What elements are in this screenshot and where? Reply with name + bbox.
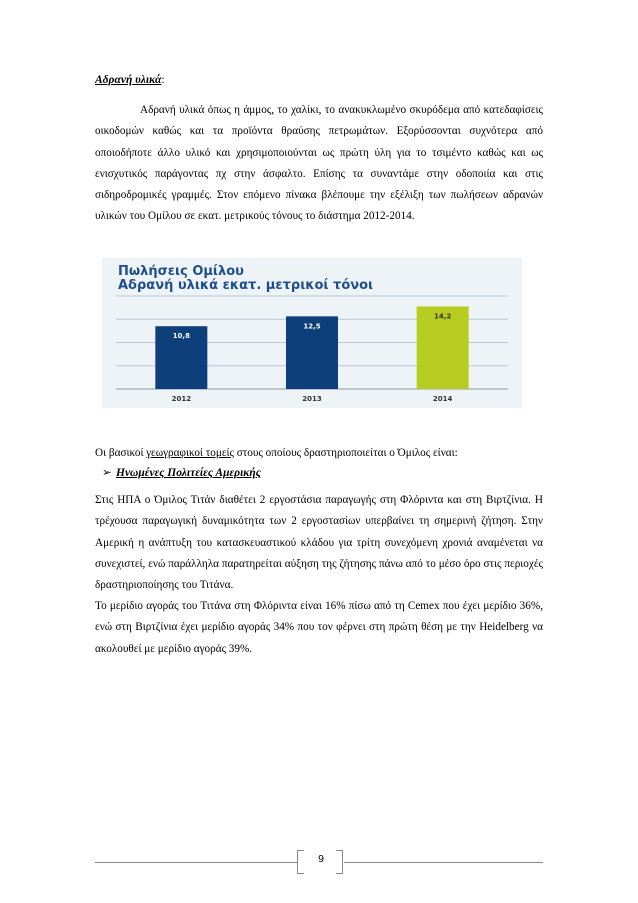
x-tick-2012: 2012	[171, 395, 192, 403]
footer-bracket-right	[336, 850, 343, 874]
footer-bracket-left	[297, 850, 304, 874]
chart-title: Πωλήσεις Ομίλου	[118, 264, 244, 279]
page-number: 9	[318, 853, 324, 865]
list-item-usa	[102, 465, 261, 479]
usa-paragraph: Στις ΗΠΑ ο Όμιλος Τιτάν διαθέτει 2 εργοστάσια παραγωγής στη Φλόριντα και στη Βιρτζίνια. Η τρέχουσα παραγωγική δυναμικότητα των 2 εργοστασίων υπερβαίνει τη σημερινή ζήτηση. Στην Αμερική η ανάπτυξη του κατασκευαστικού κλάδου για τρίτη συνεχόμενη χρονιά αναμένεται να συνεχιστεί, ενώ παράλληλα παρατηρείται αύξηση της ζήτησης πάνω από το μέσο όρο στις περιοχές δραστηριοποίησης του Τιτάνα.	[95, 494, 543, 592]
regions-paragraph	[95, 443, 543, 464]
data-label-2013: 12,5	[303, 322, 321, 331]
footer-line-left	[95, 862, 297, 863]
data-label-2014: 14,2	[434, 312, 452, 321]
market-share-paragraph: Το μερίδιο αγοράς του Τιτάνα στη Φλόριντα είναι 16% πίσω από τη Cemex που έχει μερίδιο 36%, ενώ στη Βιρτζίνια έχει μερίδιο αγοράς 34% που τον φέρνει στη πρώτη θέση με την Heidelberg να ακολουθεί με μερίδιο αγοράς 39%.	[95, 600, 543, 655]
arrow-bullet-icon: ➢	[102, 467, 112, 479]
sales-chart	[102, 258, 522, 408]
intro-paragraph: Αδρανή υλικά όπως η άμμος, το χαλίκι, το ανακυκλωμένο σκυρόδεμα από κατεδαφίσεις οικοδομών καθώς και τα προϊόντα θραύσης πετρωμάτων. Εξορύσσονται συχνότερα από οποιοδήποτε άλλο υλικό και χρησιμοποιούνται ως πρώτη ύλη για το τσιμέντο καθώς και ως ενισχυτικός παράγοντας πχ στην άσφαλτο. Επίσης τα συναντάμε στην οδοποιία και στις σιδηροδρομικές γραμμές. Στον επόμενο πίνακα βλέπουμε την εξέλιξη των πωλήσεων αδρανών υλικών του Ομίλου σε εκατ. μετρικούς τόνους το διάστημα 2012-2014.	[95, 104, 543, 223]
regions-link: γεωγραφικοί τομείς	[146, 447, 234, 459]
x-tick-2014: 2014	[432, 395, 453, 403]
regions-text-pre: Οι βασικοί	[95, 447, 147, 459]
list-item-label: Ηνωμένες Πολιτείες Αμερικής	[116, 467, 261, 479]
data-label-2012: 10,8	[172, 332, 190, 341]
section-heading	[95, 74, 165, 86]
chart-subtitle: Αδρανή υλικά εκατ. μετρικοί τόνοι	[118, 278, 374, 293]
heading-colon: :	[161, 74, 165, 86]
x-tick-2013: 2013	[302, 395, 322, 403]
footer-line-right	[344, 862, 543, 863]
heading-text: Αδρανή υλικά	[95, 74, 162, 86]
regions-text-post: στους οποίους δραστηριοποιείται ο Όμιλος είναι:	[233, 447, 458, 459]
